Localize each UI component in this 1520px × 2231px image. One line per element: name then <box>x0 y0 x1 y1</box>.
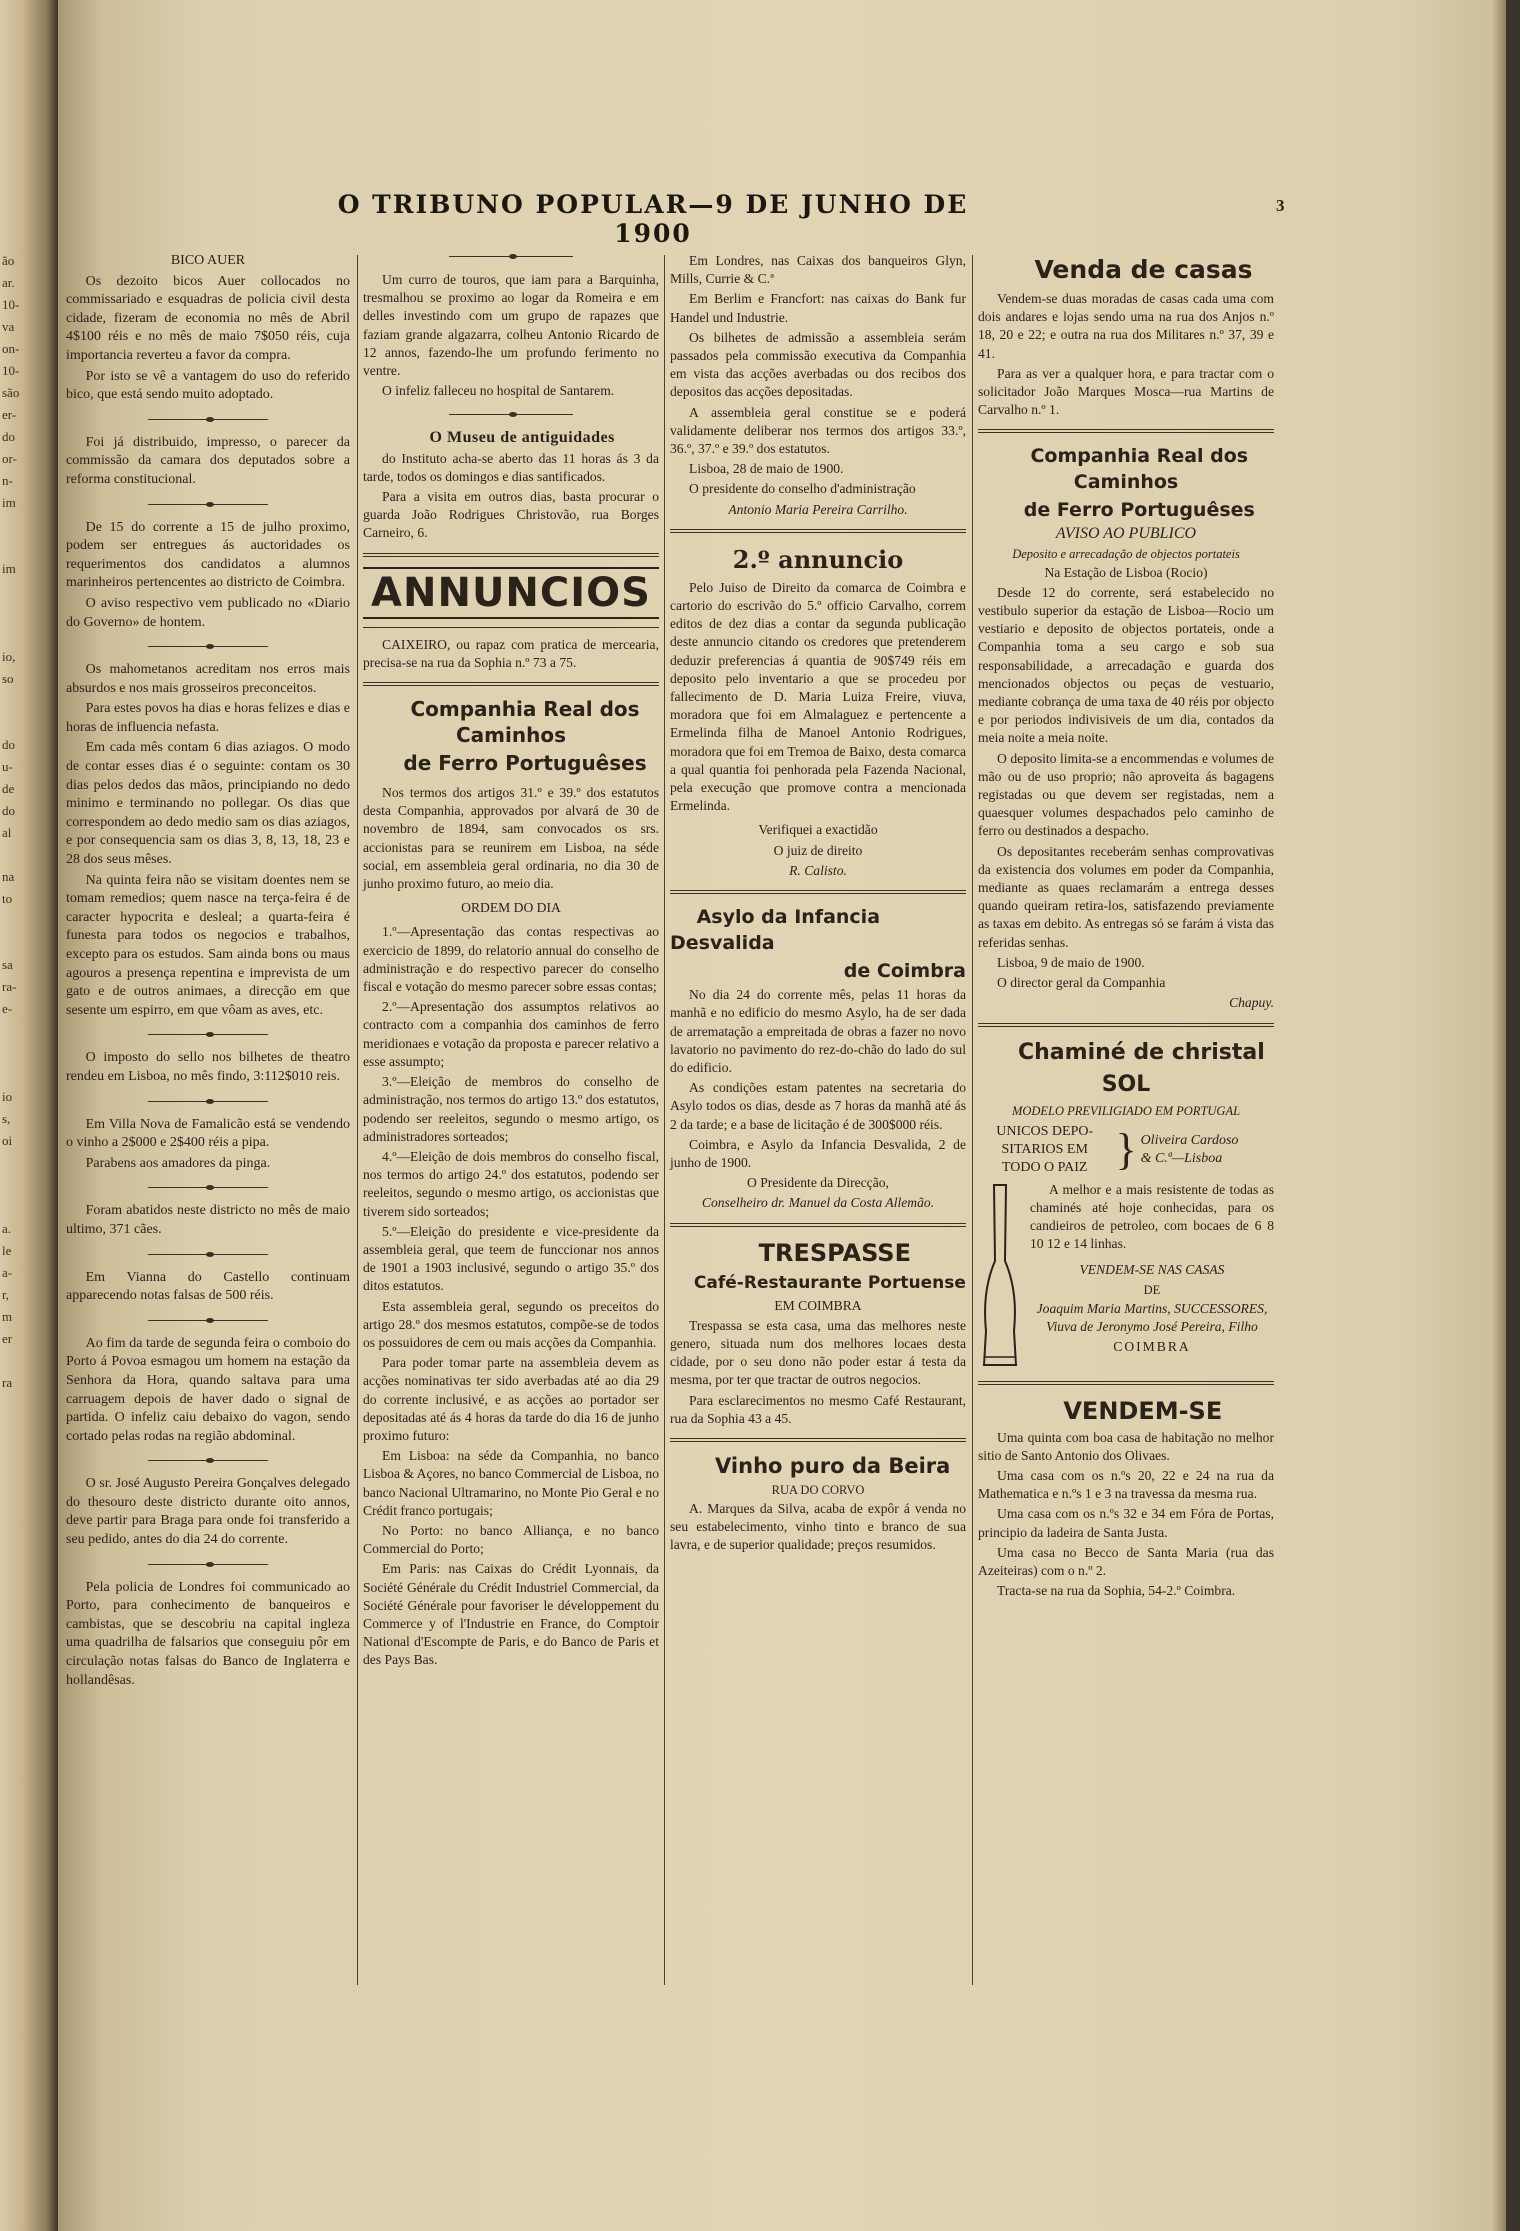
vendem-se-paragraph-3: Uma casa com os n.ºs 32 e 34 em Fóra de Portas, principio da ladeira de Santa Justa. <box>978 1506 1274 1540</box>
column-1 <box>66 252 350 1692</box>
separator <box>148 1320 267 1321</box>
spine-fragment: a- <box>2 1265 13 1280</box>
adjacent-page-spine <box>0 0 58 2231</box>
spine-fragment: im <box>2 495 16 510</box>
spine-fragment: do <box>2 803 15 818</box>
venda-paragraph-2: Para as ver a qualquer hora, e para tractar com o solicitador João Marques Mosca—rua Martins de Carvalho n.º 1. <box>978 365 1274 418</box>
page-number: 3 <box>1276 196 1285 215</box>
trespasse-title: TRESPASSE <box>758 1238 911 1267</box>
spine-fragment <box>2 712 24 734</box>
spine-fragment <box>2 910 24 932</box>
rua-do-corvo: RUA DO CORVO <box>771 1482 865 1497</box>
spine-fragment <box>2 1020 24 1042</box>
spine-fragment <box>2 1350 24 1372</box>
de-line: DE <box>1143 1282 1161 1297</box>
verifiquei-line: Verifiquei a exactidão <box>758 822 878 838</box>
bico-paragraph-2: Por isto se vê a vantagem do uso do referido bico, que está sendo muito adoptado. <box>66 368 350 403</box>
spine-fragment <box>2 536 24 558</box>
companhia2-date: Lisboa, 9 de maio de 1900. <box>997 954 1145 970</box>
londres-paragraph: Pela policia de Londres foi communicado ao Porto, para conhecimento de banqueiros e cambistas, que se descobriu na capital ingleza uma quadrilha de falsarios que conseguiu pôr em circulação notas falsas do Banco de Inglaterra e hollandêsas. <box>66 1579 350 1688</box>
asylo-paragraph-2: As condições estam patentes na secretaria do Asylo todos os dias, desde as 7 horas da manhã até ás 2 da tarde; e a base de licitação é de 300$000 réis. <box>670 1080 966 1132</box>
calisto-signature: R. Calisto. <box>789 862 847 878</box>
annuncios-heading: ANNUNCIOS <box>363 567 659 619</box>
chamine-block <box>978 1181 1274 1371</box>
companhia-paragraph-2: 1.º—Apresentação das contas respectivas ao exercicio de 1899, do relatorio annual do conselho de administração e do respectivo parecer do conselho fiscal e votação do mesmo parecer sobre essas contas; <box>363 924 659 995</box>
ordem-do-dia: ORDEM DO DIA <box>461 900 561 916</box>
vendem-se-paragraph-4: Uma casa no Becco de Santa Maria (rua das Azeiteiras) com o n.º 2. <box>978 1544 1274 1578</box>
spine-fragment: oi <box>2 1133 13 1148</box>
touros-paragraph-2: O infeliz falleceu no hospital de Santarem. <box>382 383 615 399</box>
caes-paragraph: Foram abatidos neste districto no mês de maio ultimo, 371 cães. <box>66 1203 350 1237</box>
deliberar-paragraph: A assembleia geral constitue se e poderá validamente deliberar nos termos dos artigos 33.º, 36.º, 37.º e 39.º dos estatutos. <box>670 404 966 457</box>
chamine-title: Chaminé de christal SOL <box>1018 1039 1265 1097</box>
juiz-line: O juiz de direito <box>773 842 863 858</box>
joaquim-line: Joaquim Maria Martins, SUCCESSORES, Viuva de Jeronymo José Pereira, Filho <box>1036 1300 1268 1334</box>
spine-fragment: r, <box>2 1287 10 1302</box>
trespasse-paragraph-1: Trespassa se esta casa, uma das melhores neste genero, situada num dos melhores locaes desta cidade, por o seu dono não poder estar á testa da mesma, por ter que tractar de outros negocios. <box>670 1317 966 1388</box>
companhia2-title-1: Companhia Real dos Caminhos <box>1030 445 1249 494</box>
annuncio2-paragraph: Pelo Juiso de Direito da comarca de Coimbra e cartorio do escrivão do 5.º officio Carvalho, correm editos de dez dias a contar da segunda publicação deste annuncio citando os credores que pretenderem deduzir preferencias á quantia de 90$749 réis em deposito pelo inventario a que se procedeu por fallecimento de D. Maria Luiza Freire, viuva, moradora que foi em Almalaguez e pertencente a Ermelinda filha de Manoel Antonio Rodrigues, moradora que foi em Tremoa de Baixo, desta comarca a qual quantia foi penhorada pela Fazenda Nacional, pela execução que promove contra a mencionada Ermelinda. <box>670 579 966 814</box>
asylo-title-1: Asylo da Infancia Desvalida <box>670 906 881 955</box>
separator <box>148 419 267 420</box>
londres-caixas: Em Londres, nas Caixas dos banqueiros Glyn, Mills, Currie & C.ª <box>670 253 966 287</box>
famalicao-paragraph-2: Parabens aos amadores da pinga. <box>85 1155 271 1171</box>
spine-fragment: to <box>2 891 13 906</box>
unicos-line-3: TODO O PAIZ <box>1001 1159 1088 1175</box>
coimbra-line: COIMBRA <box>1113 1338 1191 1354</box>
spine-fragment: do <box>2 737 15 752</box>
spine-fragment: or- <box>2 451 17 466</box>
annuncio2-title: 2.º annuncio <box>732 544 904 574</box>
famalicao-paragraph-1: Em Villa Nova de Famalicão está se vendendo o vinho a 2$000 e 2$400 réis a pipa. <box>66 1116 350 1151</box>
caixeiro-ad: CAIXEIRO, ou rapaz com pratica de mercearia, precisa-se na rua da Sophia n.º 73 a 75. <box>363 636 659 670</box>
column-2 <box>363 252 659 1672</box>
separator <box>148 1034 267 1035</box>
spine-fragment: de <box>2 781 15 796</box>
bico-paragraph-1: Os dezoito bicos Auer collocados no commissariado e esquadras de policia civil desta cidade, fizeram de economia no mês de Abril 4$100 réis e no mês de maio 7$050 réis, cuja importancia reverteu a favor da compra. <box>66 273 350 363</box>
asylo-presidente: O Presidente da Direcção, <box>747 1175 889 1191</box>
chapuy-signature: Chapuy. <box>1229 995 1274 1011</box>
companhia2-paragraph-2: O deposito limita-se a encommendas e volumes de mão ou de uso proprio; não aproveita ás bagagens registadas ou que devem ser registadas, nem a quaesquer volumes despachados pelo caminho de ferro ou destinados a despacho. <box>978 750 1274 839</box>
vendem-se-paragraph-1: Uma quinta com boa casa de habitação no melhor sitio de Santo Antonio dos Olivaes. <box>978 1429 1274 1463</box>
companhia2-director: O director geral da Companhia <box>997 975 1166 991</box>
separator <box>148 1254 267 1255</box>
lisboa-date: Lisboa, 28 de maio de 1900. <box>689 461 844 477</box>
vinho-paragraph: A. Marques da Silva, acaba de expôr á venda no seu estabelecimento, vinho tinto e branco de sua lavra, e de superior qualidade; preços resumidos. <box>670 1500 966 1553</box>
asylo-title-2: de Coimbra <box>843 960 966 983</box>
companhia2-paragraph-1: Desde 12 do corrente, será estabelecido no vestibulo superior da estação de Lisboa—Rocio um vestiario e deposito de objectos portateis, onde a Companhia toma a seu cargo e sob sua responsabilidade, a arrecadação e guarda dos mencionados objectos ou peças de vestuario, mediante cobrança de uma taxa de 40 réis por objecto e por periodos indivisiveis de um dia, contados da meia noite a meia noite. <box>978 584 1274 746</box>
spine-fragment: er- <box>2 407 17 422</box>
museu-paragraph-1: do Instituto acha-se aberto das 11 horas ás 3 da tarde, todos os domingos e dias santificados. <box>363 450 659 484</box>
companhia-paragraph-3: 2.º—Apresentação dos assumptos relativos ao contracto com a companhia dos caminhos de ferro meridionaes e votação da proposta e parecer relativo a esse assumpto; <box>363 999 659 1069</box>
spine-fragment: sa <box>2 957 13 972</box>
presidente-line: O presidente do conselho d'administração <box>689 481 916 497</box>
page-edge <box>1492 0 1506 2231</box>
mahometanos-paragraph-1: Os mahometanos acreditam nos erros mais absurdos e nos mais grosseiros preconceitos. <box>66 662 350 696</box>
spine-fragment: ra <box>2 1375 13 1390</box>
em-coimbra: EM COIMBRA <box>774 1297 862 1313</box>
spine-fragment: m <box>2 1309 13 1324</box>
spine-fragment: ar. <box>2 275 15 290</box>
aviso-ao-publico: AVISO AO PUBLICO <box>1055 525 1197 543</box>
spine-fragment <box>2 690 24 712</box>
column-4 <box>978 252 1274 1602</box>
separator <box>148 1187 267 1188</box>
double-rule <box>670 1438 966 1442</box>
double-rule <box>670 890 966 894</box>
companhia-paragraph-9: Em Lisboa: na séde da Companhia, no banco Lisboa & Açores, no banco Commercial de Lisboa, no banco Nacional Ultramarino, no Monte Pio Geral e no Crédit franco portugais; <box>363 1448 659 1518</box>
separator <box>148 1101 267 1102</box>
spine-fragment: va <box>2 319 15 334</box>
companhia2-title-2: de Ferro Portuguêses <box>1023 499 1255 522</box>
spine-fragment <box>2 932 24 954</box>
column-rule-2 <box>664 255 665 1985</box>
exames-paragraph-1: De 15 do corrente a 15 de julho proximo, podem ser entregues ás auctoridades os requerimentos dos candidatos a alumnos marinheiros pertencentes ao districto de Coimbra. <box>66 519 350 591</box>
companhia-paragraph-5: 4.º—Eleição de dois membros do conselho fiscal, nos termos do artigo 24.º dos estatutos, podendo ser reeleitos, segundo o mesmo artigo, os accionistas que tiverem sido sorteados; <box>363 1148 659 1219</box>
separator <box>449 414 573 415</box>
double-rule <box>363 553 659 557</box>
trespasse-paragraph-2: Para esclarecimentos no mesmo Café Restaurant, rua da Sophia 43 a 45. <box>670 1392 966 1426</box>
spine-fragment <box>2 602 24 624</box>
double-rule <box>978 1381 1274 1385</box>
museu-paragraph-2: Para a visita em outros dias, basta procurar o guarda João Rodrigues Christovão, rua Borges Carneiro, 6. <box>363 489 659 541</box>
estacao-line: Na Estação de Lisboa (Rocio) <box>1044 564 1208 580</box>
vendem-se-paragraph-5: Tracta-se na rua da Sophia, 54-2.º Coimbra. <box>997 1583 1236 1599</box>
companhia-paragraph-8: Para poder tomar parte na assembleia devem as acções nominativas ter sido averbadas até ao dia 29 do corrente inclusivé, e as acções ao portador ser depositadas até ás 4 horas da tarde do dia 16 de junho proximo futuro: <box>363 1355 659 1443</box>
museu-title: O Museu de antiguidades <box>429 429 615 447</box>
companhia-paragraph-6: 5.º—Eleição do presidente e vice-presidente da assembleia geral, que teem de funccionar nos annos de 1901 a 1903 inclusivé, segundo o artigo 35.º dos ditos estatutos. <box>363 1223 659 1294</box>
spine-fragment: n- <box>2 473 13 488</box>
deposito-subtitle: Deposito e arrecadação de objectos portateis <box>1012 546 1240 561</box>
comboio-paragraph: Ao fim da tarde de segunda feira o comboio do Porto á Povoa esmagou um homem na estação da Senhora da Hora, quando saltava para uma carruagem depois de haver dado o signal de partida. O infeliz caiu debaixo do vagon, sendo cortado pelas rodas na região abdominal. <box>66 1335 350 1444</box>
companhia-paragraph-1: Nos termos dos artigos 31.º e 39.º dos estatutos desta Companhia, approvados por alvará de 30 de novembro de 1894, sam convocados os srs. accionistas para se reunirem em Lisboa, na séde social, em assembleia geral ordinaria, no dia 30 de junho proximo futuro, ao meio dia. <box>363 785 659 892</box>
column-rule-1 <box>357 255 358 1985</box>
mahometanos-paragraph-2: Para estes povos ha dias e horas felizes e dias e horas de influencia nefasta. <box>66 701 350 735</box>
oliveira-text <box>1141 1132 1274 1168</box>
vinho-title: Vinho puro da Beira <box>715 1453 951 1478</box>
asylo-paragraph-1: No dia 24 do corrente mês, pelas 11 horas da manhã e no edificio do mesmo Asylo, ha de ser dada de arrematação a empreitada de obras a fazer no novo lavatorio no pavimento do rez-do-chão do lado do sul do edificio. <box>670 987 966 1075</box>
double-rule <box>670 1223 966 1227</box>
bilhetes-paragraph: Os bilhetes de admissão a assembleia serám passados pela commissão executiva da Companhia em vista das acções averbadas ou dos recibos dos depositos das acções depositadas. <box>670 329 966 400</box>
spine-fragment: e- <box>2 1001 13 1016</box>
oliveira-line-2: & C.ª—Lisboa <box>1140 1150 1223 1166</box>
spine-fragment: 10- <box>2 363 20 378</box>
bico-title: BICO AUER <box>170 253 246 268</box>
spine-fragment: le <box>2 1243 12 1258</box>
separator <box>148 1460 267 1461</box>
spine-fragment <box>2 1042 24 1064</box>
companhia-title-1: Companhia Real dos Caminhos <box>410 697 640 748</box>
companhia-paragraph-10: No Porto: no banco Alliança, e no banco Commercial do Porto; <box>363 1522 659 1557</box>
companhia-paragraph-11: Em Paris: nas Caixas do Crédit Lyonnais, da Société Générale du Crédit Industriel Commercial, da Société Générale pour favoriser le développement du Commerce y of l'Industrie en France, do Comptoir National d'Escompte de Paris, e do Banco de Paris et des Pays Bas. <box>363 1561 659 1668</box>
spine-fragment <box>2 1196 24 1218</box>
spine-fragment: so <box>2 671 14 686</box>
chimney-glass-icon <box>978 1181 1022 1371</box>
unicos-line-2: SITARIOS EM <box>1001 1141 1088 1157</box>
spine-fragment: im <box>2 561 16 576</box>
companhia-paragraph-7: Esta assembleia geral, segundo os preceitos do artigo 28.º dos mesmos estatutos, compõe-se de todos os possuidores de cem ou mais acções da Companhia. <box>363 1298 659 1350</box>
spine-text-fragments <box>2 250 24 1394</box>
spine-fragment: ra- <box>2 979 17 994</box>
spine-fragment: 10- <box>2 297 20 312</box>
touros-paragraph-1: Um curro de touros, que iam para a Barquinha, tresmalhou se proximo ao logar da Romeira e em delles investindo com um grupo de rapazes que faziam grande algazarra, colheu Antonio Ricardo de 12 annos, fazendo-lhe um profundo ferimento no ventre. <box>363 272 659 379</box>
spine-fragment: do <box>2 429 15 444</box>
unicos-text <box>978 1123 1111 1177</box>
spine-fragment: al <box>2 825 12 840</box>
separator <box>449 256 573 257</box>
vianna-paragraph: Em Vianna do Castello continuam apparecendo notas falsas de 500 réis. <box>66 1269 350 1304</box>
spine-fragment <box>2 514 24 536</box>
unicos-line-1: UNICOS DEPO- <box>996 1123 1094 1139</box>
spine-fragment: io <box>2 1089 13 1104</box>
goncalves-paragraph: O sr. José Augusto Pereira Gonçalves delegado do thesouro deste districto durante oito annos, deve partir para Braga para onde foi transferido a seu pedido, antes do dia 24 do corrente. <box>66 1476 350 1548</box>
cafe-title: Café-Restaurante Portuense <box>693 1272 966 1293</box>
mahometanos-paragraph-3: Em cada mês contam 6 dias aziagos. O modo de contar esses dias é o seguinte: contam os 30 dias pelos dedos das mãos, principiando no dedo minimo e terminando no pollegar. Os dias que correspondem ao dedo medio sam os dias aziagos, e por consequencia sam os dias 3, 8, 13, 18, 23 e 28 dos seus mêses. <box>66 740 350 868</box>
asylo-signature: Conselheiro dr. Manuel da Costa Allemão. <box>701 1195 935 1211</box>
spine-fragment: s, <box>2 1111 11 1126</box>
venda-paragraph-1: Vendem-se duas moradas de casas cada uma com dois andares e lojas sendo uma na rua dos Anjos n.º 18, 20 e 22; e outra na rua dos Militares n.º 37, 39 e 41. <box>978 291 1274 361</box>
spine-fragment <box>2 1064 24 1086</box>
page-header <box>58 190 1506 248</box>
reforma-paragraph: Foi já distribuido, impresso, o parecer da commissão da camara dos deputados sobre a reforma constitucional. <box>66 434 350 487</box>
spine-fragment: ão <box>2 253 15 268</box>
companhia-paragraph-4: 3.º—Eleição de membros do conselho de administração, nos termos do artigo 13.º dos estatutos, podendo ser reeleitos, segundo o mesmo artigo, os administradores sorteados; <box>363 1074 659 1144</box>
double-rule <box>363 682 659 686</box>
spine-fragment <box>2 1152 24 1174</box>
rule <box>363 627 659 628</box>
asylo-paragraph-3: Coimbra, e Asylo da Infancia Desvalida, 2 de junho de 1900. <box>670 1136 966 1170</box>
brace-icon: } <box>1115 1124 1137 1174</box>
chimney-glass-drawing <box>978 1181 1022 1371</box>
carrilho-signature: Antonio Maria Pereira Carrilho. <box>728 501 908 517</box>
column-3 <box>670 252 966 1557</box>
spine-fragment: u- <box>2 759 13 774</box>
masthead: O TRIBUNO POPULAR—9 DE JUNHO DE 1900 <box>337 190 969 248</box>
separator <box>148 646 267 647</box>
mahometanos-paragraph-4: Na quinta feira não se visitam doentes nem se tomam remedios; quem nasce na terça-feira é de caracter hypocrita e desleal; a quarta-feira é funesta para todos os negocios e trabalhos, excepto para os estudos. Sam ainda bons ou maus agouros a presença repentina e imprevista de um gato e de outros animaes, a direcção em que sesente um espirro, em que vôam as aves, etc. <box>66 872 350 1018</box>
vendem-se-title: VENDEM-SE <box>1063 1396 1223 1425</box>
spine-fragment: io, <box>2 649 16 664</box>
companhia-title-2: de Ferro Portuguêses <box>403 751 647 776</box>
chamine-text <box>1022 1181 1274 1371</box>
companhia2-paragraph-3: Os depositantes receberám senhas comprovativas da existencia dos volumes em poder da Companhia, mediante as quaes reclamarám a entrega desses quando queiram retira-los, satisfazendo previamente as taxas em debito. As entregas só se farám á vista das referidas senhas. <box>978 843 1274 950</box>
separator <box>148 1564 267 1565</box>
newspaper-page <box>58 0 1506 2231</box>
double-rule <box>978 1023 1274 1027</box>
sello-paragraph: O imposto do sello nos bilhetes de theatro rendeu em Lisboa, no mês findo, 3:112$010 reis. <box>66 1050 350 1084</box>
modelo-line: MODELO PREVILIGIADO EM PORTUGAL <box>1011 1103 1241 1118</box>
spine-fragment <box>2 624 24 646</box>
spine-fragment: a. <box>2 1221 12 1236</box>
vendem-se-paragraph-2: Uma casa com os n.ºs 20, 22 e 24 na rua da Mathematica e n.ºs 1 e 3 na travessa da mesma rua. <box>978 1467 1274 1502</box>
column-rule-3 <box>972 255 973 1985</box>
unicos-block <box>978 1123 1274 1177</box>
spine-fragment <box>2 580 24 602</box>
double-rule <box>978 429 1274 433</box>
exames-paragraph-2: O aviso respectivo vem publicado no «Diario do Governo» de hontem. <box>66 595 350 630</box>
chamine-paragraph: A melhor e a mais resistente de todas as chaminés até hoje conhecidas, para os candieiros de petroleo, com bocaes de 6 8 10 12 e 14 linhas. <box>1030 1181 1274 1252</box>
venda-title: Venda de casas <box>1034 255 1253 284</box>
vendem-nas-casas: VENDEM-SE NAS CASAS <box>1079 1262 1225 1278</box>
spine-fragment <box>2 844 24 866</box>
double-rule <box>670 529 966 533</box>
berlim-caixas: Em Berlim e Francfort: nas caixas do Bank fur Handel und Industrie. <box>670 291 966 325</box>
spine-fragment: on- <box>2 341 20 356</box>
separator <box>148 504 267 505</box>
spine-fragment: são <box>2 385 20 400</box>
spine-fragment: na <box>2 869 15 884</box>
spine-fragment: er <box>2 1331 13 1346</box>
spine-fragment <box>2 1174 24 1196</box>
oliveira-line-1: Oliveira Cardoso <box>1140 1132 1239 1148</box>
